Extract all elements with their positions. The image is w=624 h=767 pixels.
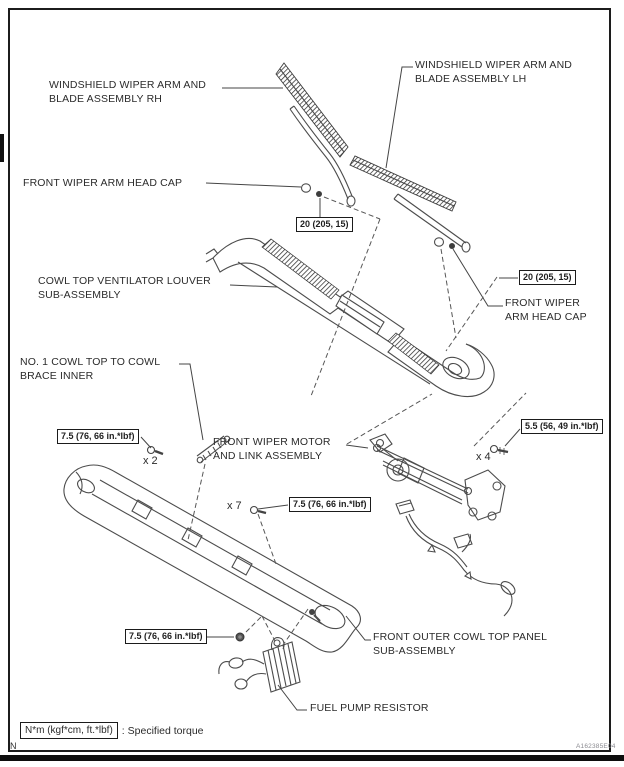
corner-letter: N [10,741,17,751]
figure-id: A162385E04 [576,743,616,750]
bolt-icon [491,446,509,456]
label-line: ARM HEAD CAP [505,310,587,323]
label-line: AND LINK ASSEMBLY [213,449,323,462]
label-line: SUB-ASSEMBLY [373,644,456,657]
fuel-pump-resistor-drawing [219,638,300,692]
head-cap-left-drawing [302,184,323,197]
torque-legend [20,722,204,739]
label-brace-inner [20,356,160,383]
label-line: NO. 1 COWL TOP TO COWL [20,356,161,368]
torque-box-75-brace: 7.5 (76, 66 in.*lbf) [57,429,139,444]
torque-box-75-resistor: 7.5 (76, 66 in.*lbf) [125,629,207,644]
wiper-blade-lh-drawing [350,156,470,252]
label-wiper-rh [49,79,206,106]
label-line: BRACE INNER [20,369,94,382]
label-fuel-pump-resistor [310,702,429,716]
label-line: COWL TOP VENTILATOR LOUVER [38,275,211,287]
label-cowl-panel [373,631,547,658]
label-wiper-lh [415,59,572,86]
label-line: SUB-ASSEMBLY [38,288,121,301]
label-line: FRONT WIPER ARM HEAD CAP [23,177,183,189]
label-line: WINDSHIELD WIPER ARM AND [49,79,207,91]
wiper-blade-rh-drawing [276,63,355,206]
torque-box-20-right: 20 (205, 15) [519,270,576,285]
label-line: FUEL PUMP RESISTOR [310,702,429,714]
cowl-panel-drawing [64,465,361,652]
torque-box-55-motor: 5.5 (56, 49 in.*lbf) [521,419,603,434]
label-line: BLADE ASSEMBLY LH [415,72,527,85]
torque-box-75-panel: 7.5 (76, 66 in.*lbf) [289,497,371,512]
label-line: BLADE ASSEMBLY RH [49,92,163,105]
label-louver [38,275,211,302]
label-head-cap-right [505,297,587,324]
torque-box-20-left: 20 (205, 15) [296,217,353,232]
multiplier-x2: x 2 [143,455,158,467]
label-line: WINDSHIELD WIPER ARM AND [415,59,573,71]
label-line: FRONT WIPER [505,297,580,309]
bolt-icon [251,507,267,514]
bottom-rule [0,755,624,761]
legend-unit-box: N*m (kgf*cm, ft.*lbf) [20,722,118,739]
legend-description: : Specified torque [121,724,204,737]
label-wiper-motor [213,436,331,463]
label-head-cap-left [23,177,182,191]
label-line: FRONT WIPER MOTOR [213,436,331,448]
wiper-motor-link-drawing [370,434,505,520]
bolt-icon [148,447,164,455]
multiplier-x7: x 7 [227,500,242,512]
cowl-louver-drawing [206,238,494,396]
nut-icon [236,633,244,641]
wire-harness-drawing [396,500,517,616]
label-line: FRONT OUTER COWL TOP PANEL [373,631,548,643]
multiplier-x4: x 4 [476,451,491,463]
